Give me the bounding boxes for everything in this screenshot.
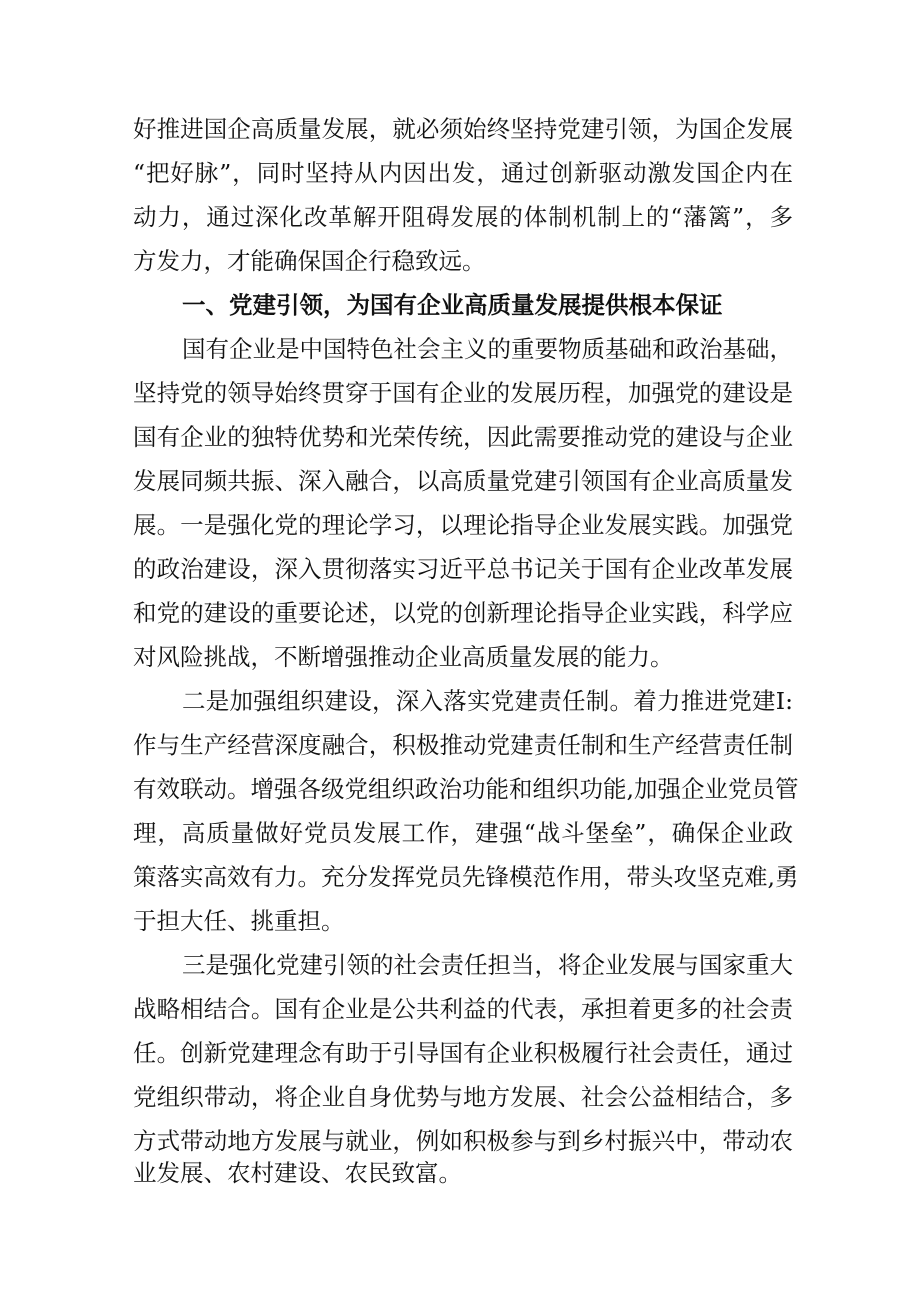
para2-line-6: 于担大任、挑重担。: [133, 907, 345, 935]
para1-line-8: 对风险挑战，不断增强推动企业高质量发展的能力。: [133, 643, 674, 671]
para1-line-6: 的政治建设，深入贯彻落实习近平总书记关于国有企业改革发展: [133, 555, 793, 583]
para1-line-2: 坚持党的领导始终贯穿于国有企业的发展历程，加强党的建设是: [133, 379, 793, 407]
intro-line-3: 动力，通过深化改革解开阻碍发展的体制机制上的“藩篱”，多: [133, 203, 793, 231]
para2-line-3: 有效联动。增强各级党组织政治功能和组织功能,加强企业党员管: [133, 775, 799, 803]
section-heading: 一、党建引领，为国有企业高质量发展提供根本保证: [182, 291, 723, 319]
para2-line-2: 作与生产经营深度融合，积极推动党建责任制和生产经营责任制: [133, 731, 793, 759]
para2-line-1: 二是加强组织建设，深入落实党建责任制。着力推进党建I:: [182, 687, 793, 715]
para3-line-2: 战略相结合。国有企业是公共利益的代表，承担着更多的社会责: [133, 995, 793, 1023]
para1-line-4: 发展同频共振、深入融合，以高质量党建引领国有企业高质量发: [133, 467, 793, 495]
intro-line-2: “把好脉”，同时坚持从内因出发，通过创新驱动激发国企内在: [133, 159, 793, 187]
para1-line-3: 国有企业的独特优势和光荣传统，因此需要推动党的建设与企业: [133, 423, 793, 451]
para3-line-6: 业发展、农村建设、农民致富。: [133, 1159, 462, 1187]
para2-line-5: 策落实高效有力。充分发挥党员先锋模范作用，带头攻坚克难,勇: [133, 863, 799, 891]
para1-line-5: 展。一是强化党的理论学习，以理论指导企业发展实践。加强党: [133, 511, 793, 539]
para2-line-4: 理，高质量做好党员发展工作，建强“战斗堡垒”，确保企业政: [133, 819, 793, 847]
para1-line-1: 国有企业是中国特色社会主义的重要物质基础和政治基础，: [182, 335, 793, 363]
para3-line-5: 方式带动地方发展与就业，例如积极参与到乡村振兴中，带动农: [133, 1127, 793, 1155]
intro-line-1: 好推进国企高质量发展，就必须始终坚持党建引领，为国企发展: [133, 115, 793, 143]
para3-line-4: 党组织带动，将企业自身优势与地方发展、社会公益相结合，多: [133, 1083, 793, 1111]
para3-line-3: 任。创新党建理念有助于引导国有企业积极履行社会责任，通过: [133, 1039, 793, 1067]
intro-line-4: 方发力，才能确保国企行稳致远。: [133, 247, 486, 275]
para3-line-1: 三是强化党建引领的社会责任担当，将企业发展与国家重大: [182, 951, 793, 979]
para1-line-7: 和党的建设的重要论述，以党的创新理论指导企业实践，科学应: [133, 599, 793, 627]
